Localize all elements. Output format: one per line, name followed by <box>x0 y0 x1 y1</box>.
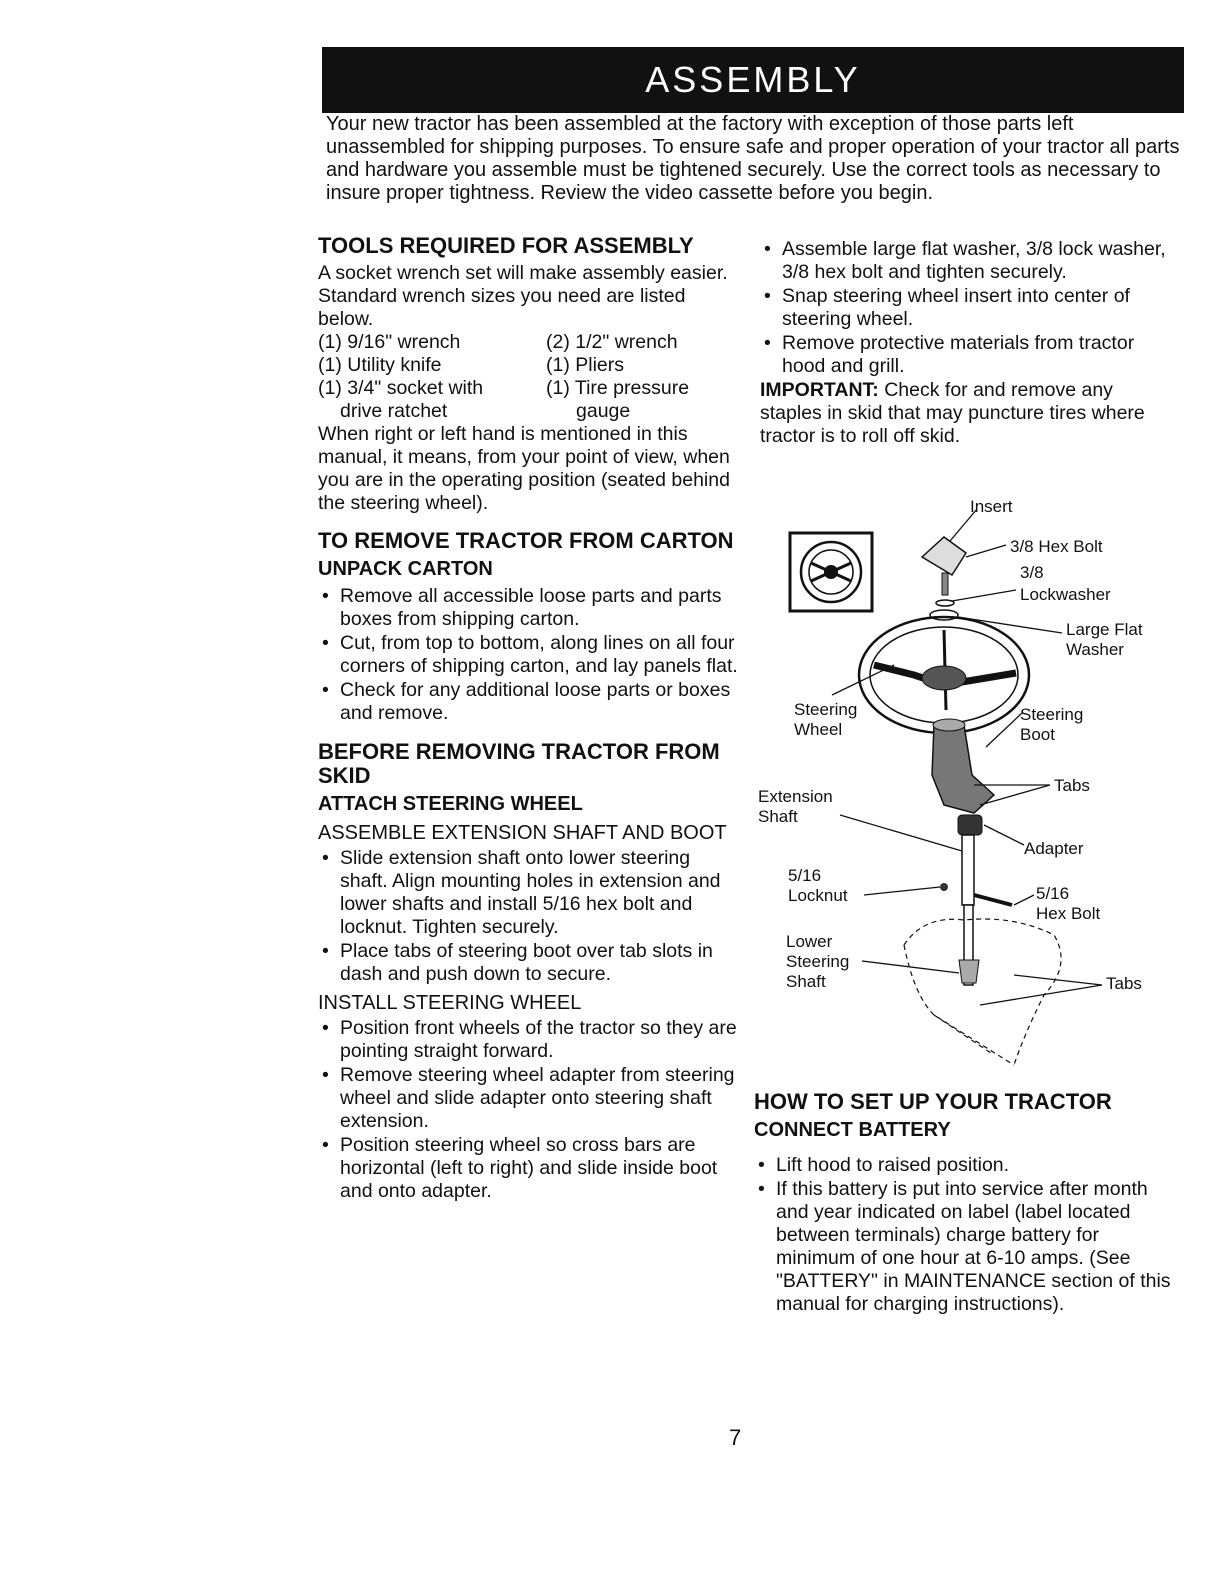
list-item: • Check for any additional loose parts or boxes and remove. <box>318 679 738 725</box>
label-lower-shaft-c: Shaft <box>786 972 826 991</box>
hand-note: When right or left hand is mentioned in this manual, it means, from your point of view, when you are in the operating position (seated behind the steering wheel). <box>318 423 730 514</box>
steering-boot-part <box>932 725 994 813</box>
label-38-lockwasher-a: 3/8 <box>1020 563 1044 582</box>
label-steering-wheel-b: Wheel <box>794 720 843 739</box>
tool-item: (1) Pliers <box>546 354 625 376</box>
label-flat-washer-a: Large Flat <box>1066 620 1143 639</box>
label-516-hex-bolt-b: Hex Bolt <box>1036 904 1101 923</box>
setup-heading: HOW TO SET UP YOUR TRACTOR <box>754 1089 1112 1114</box>
label-extension-b: Shaft <box>758 807 798 826</box>
adapter-part <box>958 815 982 835</box>
list-item: • Snap steering wheel insert into center of steering wheel. <box>760 285 1180 331</box>
left-column <box>318 234 738 1204</box>
label-516-hex-bolt-a: 5/16 <box>1036 884 1070 903</box>
extension-shaft-part <box>962 835 974 905</box>
label-steering-wheel-a: Steering <box>794 700 858 719</box>
list-item: • Remove protective materials from tractor hood and grill. <box>760 332 1180 378</box>
install-list <box>318 1017 738 1203</box>
wheel-steps-list <box>760 238 1180 378</box>
list-item: • If this battery is put into service after month and year indicated on label (label located between terminals) charge battery for minimum of one hour at 6-10 amps. (See "BATTERY" in MAINTENANCE section of this manual for charging instructions). <box>754 1178 1174 1316</box>
label-steering-boot-a: Steering <box>1020 705 1084 724</box>
label-tabs-top: Tabs <box>1054 776 1090 795</box>
important-text: Check for and remove any staples in skid that may puncture tires where tractor is to roll off skid. <box>760 379 1145 447</box>
steering-assembly-diagram <box>754 495 1174 1085</box>
list-item: • Remove all accessible loose parts and parts boxes from shipping carton. <box>318 585 738 631</box>
tools-heading: TOOLS REQUIRED FOR ASSEMBLY <box>318 233 694 258</box>
hex-bolt-part <box>942 573 948 595</box>
label-lower-shaft-b: Steering <box>786 952 850 971</box>
tool-item: (1) Tire pressure <box>546 377 690 399</box>
unpack-carton-heading: UNPACK CARTON <box>318 558 493 580</box>
list-item: • Cut, from top to bottom, along lines on all four corners of shipping carton, and lay panels flat. <box>318 632 738 678</box>
list-item: • Remove steering wheel adapter from steering wheel and slide adapter onto steering shaft extension. <box>318 1064 738 1133</box>
label-tabs-bottom: Tabs <box>1106 974 1142 993</box>
label-flat-washer-b: Washer <box>1066 640 1124 659</box>
label-insert: Insert <box>970 497 1013 516</box>
list-item: • Position front wheels of the tractor so they are pointing straight forward. <box>318 1017 738 1063</box>
intro-paragraph: Your new tractor has been assembled at the factory with exception of those parts left unassembled for shipping purposes. To ensure safe and proper operation of your tractor all parts and hardware you assemble must be tightened securely. Use the correct tools as necessary to insure proper tightness. Review the video cassette before you begin. <box>326 113 1180 204</box>
tool-item: (1) 3/4" socket with <box>318 377 484 399</box>
label-steering-boot-b: Boot <box>1020 725 1055 744</box>
tools-text: A socket wrench set will make assembly easier. Standard wrench sizes you need are listed below. <box>318 262 728 330</box>
unpack-list <box>318 585 738 725</box>
assemble-list <box>318 847 738 986</box>
label-locknut-a: 5/16 <box>788 866 822 885</box>
attach-steering-heading: ATTACH STEERING WHEEL <box>318 793 583 815</box>
label-38-hex-bolt: 3/8 Hex Bolt <box>1010 537 1103 556</box>
page-number: 7 <box>729 1425 742 1450</box>
label-lower-shaft-a: Lower <box>786 932 833 951</box>
label-adapter: Adapter <box>1024 839 1084 858</box>
label-locknut-b: Locknut <box>788 886 848 905</box>
tool-item: (1) Utility knife <box>318 354 442 376</box>
insert-part <box>922 537 966 575</box>
setup-section <box>754 1090 1174 1317</box>
important-label: IMPORTANT: <box>760 379 879 401</box>
tool-item: (1) 9/16" wrench <box>318 331 461 353</box>
install-wheel-heading: INSTALL STEERING WHEEL <box>318 992 582 1014</box>
important-note <box>760 379 1180 448</box>
right-column <box>760 238 1180 448</box>
label-extension-a: Extension <box>758 787 833 806</box>
label-38-lockwasher-b: Lockwasher <box>1020 585 1111 604</box>
list-item: • Position steering wheel so cross bars are horizontal (left to right) and slide inside boot and onto adapter. <box>318 1134 738 1203</box>
list-item: • Slide extension shaft onto lower steering shaft. Align mounting holes in extension and lower shafts and install 5/16 hex bolt and locknut. Tighten securely. <box>318 847 738 939</box>
remove-carton-heading: TO REMOVE TRACTOR FROM CARTON <box>318 528 734 553</box>
tool-item: gauge <box>576 400 631 422</box>
before-skid-heading: BEFORE REMOVING TRACTOR FROM SKID <box>318 739 720 788</box>
tool-item: (2) 1/2" wrench <box>546 331 678 353</box>
battery-list <box>754 1154 1174 1316</box>
page-banner: ASSEMBLY <box>322 47 1184 113</box>
connect-battery-heading: CONNECT BATTERY <box>754 1119 951 1141</box>
list-item: • Lift hood to raised position. <box>754 1154 1174 1177</box>
tools-list <box>318 331 738 423</box>
tool-item: drive ratchet <box>340 400 448 422</box>
list-item: • Place tabs of steering boot over tab slots in dash and push down to secure. <box>318 940 738 986</box>
list-item: • Assemble large flat washer, 3/8 lock washer, 3/8 hex bolt and tighten securely. <box>760 238 1180 284</box>
assemble-shaft-heading: ASSEMBLE EXTENSION SHAFT AND BOOT <box>318 822 727 844</box>
